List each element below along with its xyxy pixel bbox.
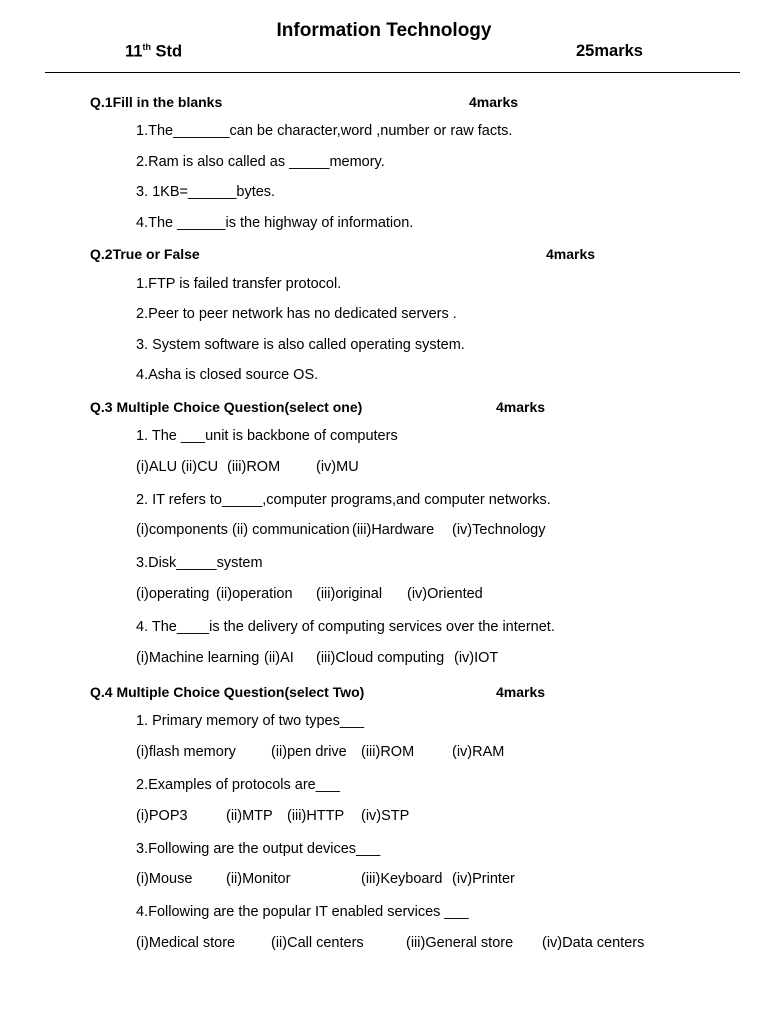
q4-heading: Q.4 Multiple Choice Question(select Two)	[90, 684, 365, 700]
q1-heading: Q.1Fill in the blanks	[90, 94, 223, 110]
option: (iii)General store	[406, 935, 514, 951]
option: (i)flash memory	[136, 744, 236, 760]
option: (iv)STP	[361, 808, 410, 824]
option: (i)ALU	[136, 459, 178, 475]
option: (i)components	[136, 522, 228, 538]
q3-question: 3.Disk_____system	[136, 555, 263, 571]
option: (iv)RAM	[452, 744, 505, 760]
q4-question: 4.Following are the popular IT enabled services ___	[136, 904, 469, 920]
option: (iv)Printer	[452, 871, 515, 887]
option: (ii) communication	[232, 522, 350, 538]
option: (iii)HTTP	[287, 808, 345, 824]
standard-label	[125, 42, 182, 62]
q4-question: 1. Primary memory of two types___	[136, 713, 365, 729]
option: (iii)ROM	[227, 459, 281, 475]
option: (i)Medical store	[136, 935, 236, 951]
header-divider	[45, 72, 740, 73]
option: (iv)Oriented	[407, 586, 483, 602]
option: (iv)IOT	[454, 650, 499, 666]
q1-item: 1.The_______can be character,word ,number or raw facts.	[136, 123, 513, 139]
option: (ii)Monitor	[226, 871, 291, 887]
q2-item: 4.Asha is closed source OS.	[136, 367, 319, 383]
option: (iii)ROM	[361, 744, 415, 760]
option: (ii)operation	[216, 586, 293, 602]
q4-marks: 4marks	[496, 684, 546, 700]
q2-item: 2.Peer to peer network has no dedicated servers .	[136, 306, 457, 322]
option: (iv)Technology	[452, 522, 546, 538]
q2-marks: 4marks	[546, 246, 596, 262]
option: (iv)Data centers	[542, 935, 645, 951]
option: (iii)Cloud computing	[316, 650, 445, 666]
q3-question: 1. The ___unit is backbone of computers	[136, 428, 398, 444]
option: (iv)MU	[316, 459, 359, 475]
page-title: Information Technology	[276, 20, 492, 41]
q3-question: 2. IT refers to_____,computer programs,and computer networks.	[136, 492, 551, 508]
standard-text: Std	[150, 42, 183, 61]
q1-item: 3. 1KB=______bytes.	[136, 184, 276, 200]
q2-heading: Q.2True or False	[90, 246, 200, 262]
option: (ii)pen drive	[271, 744, 347, 760]
q3-marks: 4marks	[496, 399, 546, 415]
option: (i)Mouse	[136, 871, 193, 887]
option: (i)Machine learning	[136, 650, 260, 666]
total-marks: 25marks	[576, 42, 643, 60]
q3-question: 4. The____is the delivery of computing services over the internet.	[136, 619, 555, 635]
standard-number: 11	[125, 42, 143, 61]
option: (iii)original	[316, 586, 383, 602]
option: (i)operating	[136, 586, 210, 602]
option: (iii)Keyboard	[361, 871, 443, 887]
option: (ii)Call centers	[271, 935, 364, 951]
q4-question: 3.Following are the output devices___	[136, 841, 381, 857]
q4-question: 2.Examples of protocols are___	[136, 777, 340, 793]
q3-heading: Q.3 Multiple Choice Question(select one)	[90, 399, 363, 415]
option: (ii)CU	[181, 459, 219, 475]
q1-marks: 4marks	[469, 94, 519, 110]
option: (ii)AI	[264, 650, 294, 666]
q2-item: 3. System software is also called operating system.	[136, 337, 465, 353]
q1-item: 2.Ram is also called as _____memory.	[136, 154, 385, 170]
standard-suffix: th	[142, 42, 151, 52]
option: (ii)MTP	[226, 808, 273, 824]
option: (iii)Hardware	[352, 522, 435, 538]
q2-item: 1.FTP is failed transfer protocol.	[136, 276, 342, 292]
q1-item: 4.The ______is the highway of information.	[136, 215, 414, 231]
option: (i)POP3	[136, 808, 188, 824]
